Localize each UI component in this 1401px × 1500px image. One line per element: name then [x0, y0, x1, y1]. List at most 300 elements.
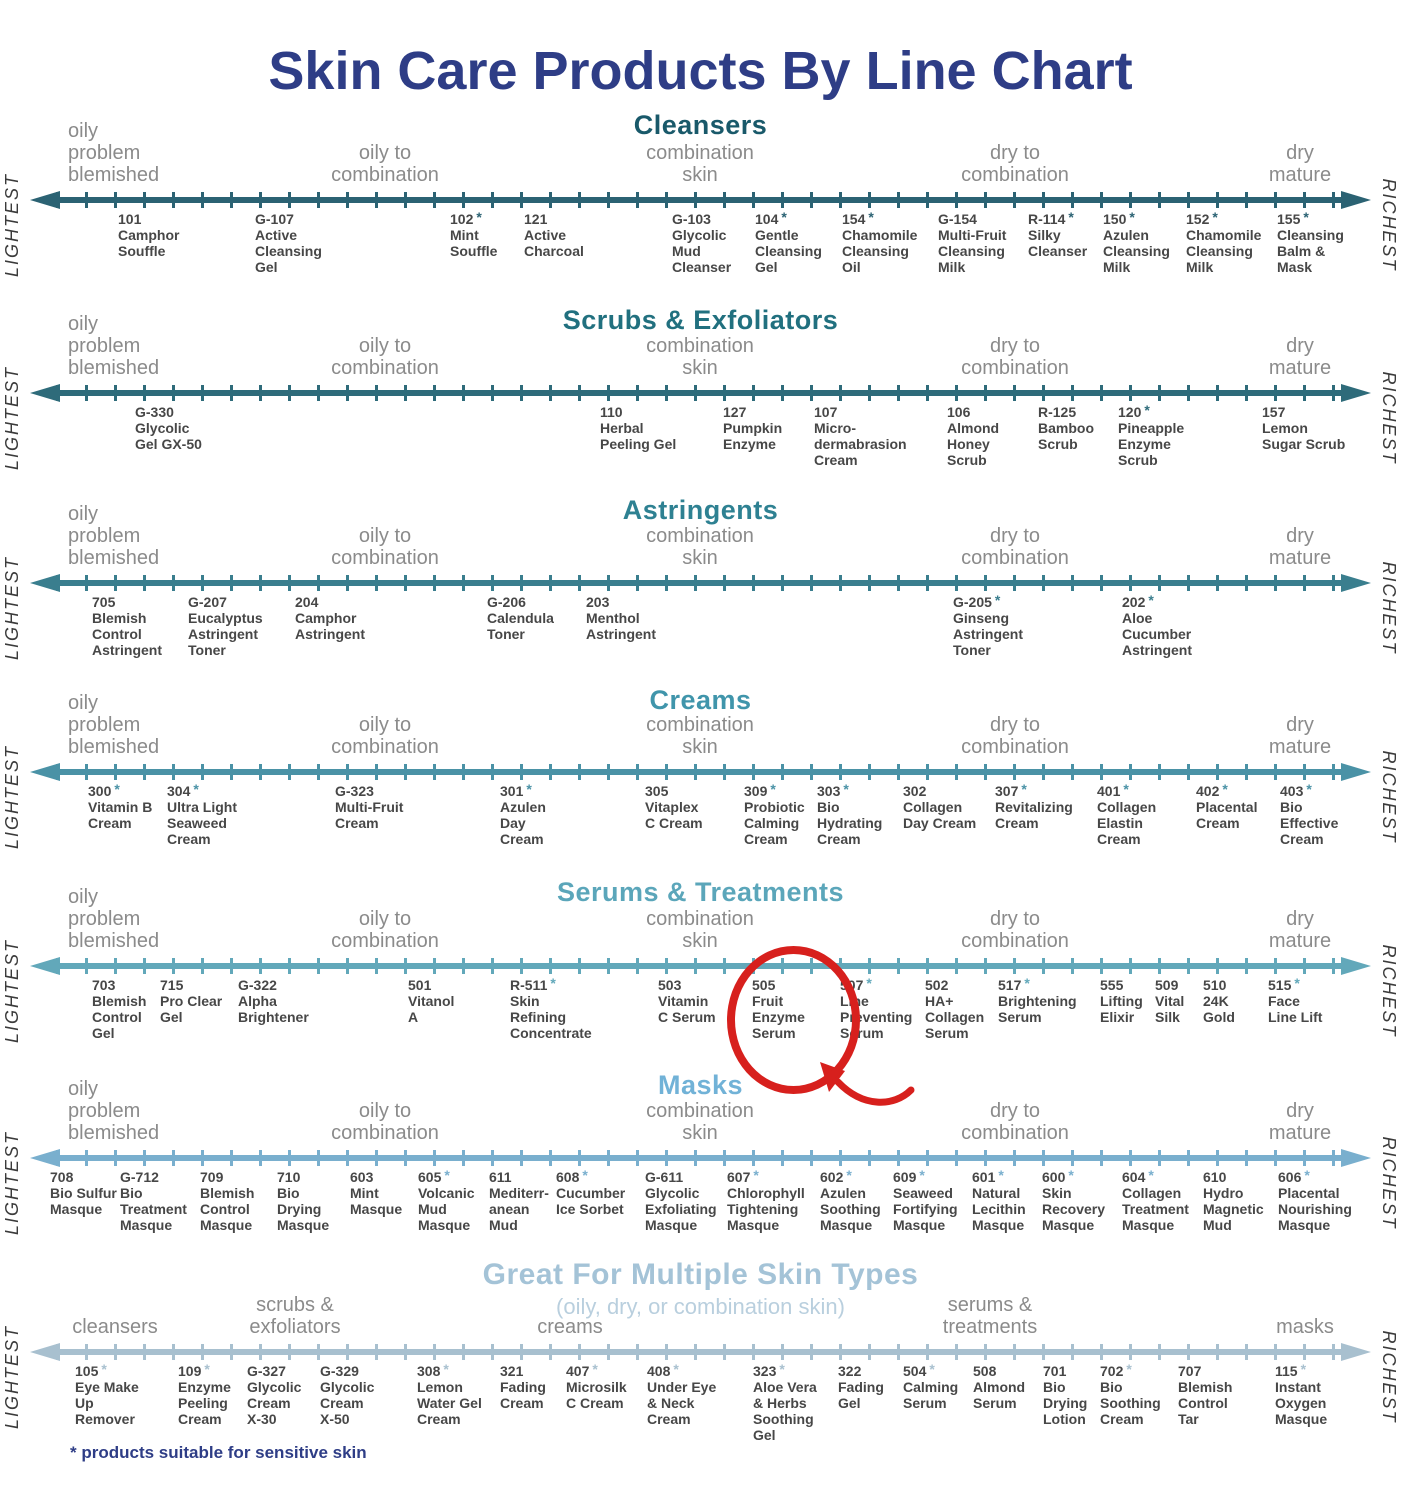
axis-arrow-right-icon: [1341, 384, 1371, 402]
product-code: 502: [925, 977, 949, 993]
product-code: 611: [489, 1169, 512, 1185]
product-code: 309: [744, 783, 768, 799]
product-label: 606 * Placental Nourishing Masque: [1278, 1167, 1352, 1233]
product-code: 407: [566, 1363, 590, 1379]
product-label: 702 * Bio Soothing Cream: [1100, 1361, 1161, 1427]
axis-line: [30, 574, 1371, 592]
product-code: 301: [500, 783, 524, 799]
product-code: 304: [167, 783, 191, 799]
product-label: 307 * Revitalizing Cream: [995, 781, 1073, 831]
section-title: Scrubs & Exfoliators: [562, 305, 839, 335]
product-code: 515: [1268, 977, 1292, 993]
product-label: G-322 Alpha Brightener: [238, 977, 309, 1025]
axis-arrow-right-icon: [1341, 1343, 1371, 1361]
product-code: G-206: [487, 594, 526, 610]
skin-type-label: dry to combination: [961, 525, 1069, 569]
product-code: 507: [840, 977, 864, 993]
product-label: 120 * Pineapple Enzyme Scrub: [1118, 402, 1185, 468]
sensitive-star-icon: *: [526, 781, 532, 797]
product-code: 510: [1203, 977, 1227, 993]
product-code: 403: [1280, 783, 1304, 799]
product-label: 611 Mediterr- anean Mud: [489, 1169, 549, 1233]
product-label: 304 * Ultra Light Seaweed Cream: [167, 781, 237, 847]
product-code: 603: [350, 1169, 374, 1185]
product-label: 403 * Bio Effective Cream: [1280, 781, 1339, 847]
skin-type-label: combination skin: [646, 908, 754, 952]
skin-type-label: dry to combination: [961, 908, 1069, 952]
product-code: 600: [1042, 1169, 1066, 1185]
product-code: 601: [972, 1169, 996, 1185]
edge-label-richest: RICHEST: [1379, 750, 1399, 844]
product-label: G-330 Glycolic Gel GX-50: [135, 404, 202, 452]
product-code: 705: [92, 594, 116, 610]
skin-type-label: dry mature: [1268, 908, 1332, 952]
product-label: 300 * Vitamin B Cream: [88, 781, 153, 831]
axis-ticks: [56, 575, 1345, 591]
product-code: 105: [75, 1363, 99, 1379]
product-code: G-712: [120, 1169, 159, 1185]
product-label: 202 * Aloe Cucumber Astringent: [1122, 592, 1192, 658]
skin-type-label: oily to combination: [331, 908, 439, 952]
sensitive-star-icon: *: [770, 781, 776, 797]
product-code: 501: [408, 977, 432, 993]
product-code: 555: [1100, 977, 1124, 993]
product-code: G-107: [255, 211, 294, 227]
product-label: 508 Almond Serum: [973, 1363, 1026, 1411]
product-code: 109: [178, 1363, 202, 1379]
axis-arrow-left-icon: [30, 957, 60, 975]
sensitive-star-icon: *: [779, 1361, 785, 1377]
sensitive-star-icon: *: [1024, 975, 1030, 991]
sensitive-star-icon: *: [476, 209, 482, 225]
skin-type-label: oily to combination: [331, 142, 439, 186]
sensitive-star-icon: *: [443, 1361, 449, 1377]
product-label: 609 * Seaweed Fortifying Masque: [893, 1167, 958, 1233]
product-code: 203: [586, 594, 610, 610]
product-code: 302: [903, 783, 927, 799]
product-label: 605 * Volcanic Mud Masque: [418, 1167, 475, 1233]
section-title: Great For Multiple Skin Types: [482, 1258, 919, 1291]
sensitive-star-icon: *: [1126, 1361, 1132, 1377]
product-label: 503 Vitamin C Serum: [658, 977, 716, 1025]
product-code: R-511: [510, 977, 548, 993]
sensitive-star-icon: *: [1212, 209, 1218, 225]
product-code: 608: [556, 1169, 580, 1185]
sensitive-star-icon: *: [101, 1361, 107, 1377]
product-label: 603 Mint Masque: [350, 1169, 403, 1217]
skin-type-label: oily problem blemished: [68, 313, 160, 379]
skin-type-label: cleansers: [72, 1316, 158, 1338]
product-code: 323: [753, 1363, 777, 1379]
product-code: 508: [973, 1363, 997, 1379]
skin-type-label: dry to combination: [961, 714, 1069, 758]
sensitive-star-icon: *: [1294, 975, 1300, 991]
product-label: 608 * Cucumber Ice Sorbet: [556, 1167, 626, 1217]
edge-label-lightest: LIGHTEST: [2, 556, 22, 661]
product-label: 709 Blemish Control Masque: [200, 1169, 255, 1233]
product-label: 321 Fading Cream: [500, 1363, 546, 1411]
product-code: 509: [1155, 977, 1179, 993]
section-title: Cleansers: [633, 110, 768, 140]
product-code: G-611: [645, 1169, 684, 1185]
product-label: G-323 Multi-Fruit Cream: [335, 783, 404, 831]
product-code: 154: [842, 211, 866, 227]
page-title: Skin Care Products By Line Chart: [268, 41, 1133, 102]
product-label: 501 Vitanol A: [408, 977, 455, 1025]
product-code: 307: [995, 783, 1019, 799]
product-code: G-323: [335, 783, 374, 799]
axis-ticks: [56, 1150, 1345, 1166]
product-label: G-154 Multi-Fruit Cleansing Milk: [938, 211, 1007, 275]
sensitive-star-icon: *: [843, 781, 849, 797]
product-code: 604: [1122, 1169, 1146, 1185]
sensitive-star-icon: *: [1222, 781, 1228, 797]
skin-type-label: oily problem blemished: [68, 692, 160, 758]
product-label: G-329 Glycolic Cream X-50: [320, 1363, 375, 1427]
edge-label-richest: RICHEST: [1379, 1330, 1399, 1424]
skin-type-label: combination skin: [646, 1100, 754, 1144]
product-label: R-511 * Skin Refining Concentrate: [510, 975, 592, 1041]
product-label: 115 * Instant Oxygen Masque: [1275, 1361, 1328, 1427]
skin-type-label: dry mature: [1268, 142, 1332, 186]
skin-type-label: oily problem blemished: [68, 886, 160, 952]
edge-label-lightest: LIGHTEST: [2, 173, 22, 278]
product-label: G-103 Glycolic Mud Cleanser: [672, 211, 732, 275]
axis-arrow-right-icon: [1341, 957, 1371, 975]
axis-ticks: [56, 958, 1345, 974]
product-label: 607 * Chlorophyll Tightening Masque: [727, 1167, 805, 1233]
axis-line: [30, 1343, 1371, 1361]
edge-label-richest: RICHEST: [1379, 1136, 1399, 1230]
sensitive-star-icon: *: [673, 1361, 679, 1377]
product-code: 102: [450, 211, 474, 227]
product-code: R-114: [1028, 211, 1066, 227]
axis-arrow-left-icon: [30, 384, 60, 402]
product-code: G-329: [320, 1363, 359, 1379]
skin-type-label: dry to combination: [961, 142, 1069, 186]
product-label: 505 Fruit Enzyme Serum: [752, 977, 805, 1041]
highlight-circle: [727, 946, 860, 1094]
axis-ticks: [56, 1344, 1345, 1360]
product-code: 602: [820, 1169, 844, 1185]
axis-line: [30, 191, 1371, 209]
axis-arrow-left-icon: [30, 1343, 60, 1361]
section-title: Serums & Treatments: [556, 877, 845, 907]
product-code: 110: [600, 404, 623, 420]
product-label: 502 HA+ Collagen Serum: [925, 977, 985, 1041]
edge-label-richest: RICHEST: [1379, 178, 1399, 272]
sensitive-star-icon: *: [1306, 781, 1312, 797]
product-label: 107 Micro- dermabrasion Cream: [814, 404, 907, 468]
edge-label-richest: RICHEST: [1379, 561, 1399, 655]
axis-ticks: [56, 385, 1345, 401]
skin-type-label: oily to combination: [331, 525, 439, 569]
product-code: 115: [1275, 1363, 1298, 1379]
product-code: 202: [1122, 594, 1146, 610]
product-code: 606: [1278, 1169, 1302, 1185]
product-code: 504: [903, 1363, 927, 1379]
axis-arrow-left-icon: [30, 1149, 60, 1167]
product-label: 127 Pumpkin Enzyme: [723, 404, 783, 452]
product-code: R-125: [1038, 404, 1077, 420]
product-code: G-327: [247, 1363, 286, 1379]
footnote-text: products suitable for sensitive skin: [81, 1443, 367, 1462]
skin-type-label: combination skin: [646, 335, 754, 379]
sensitive-star-icon: *: [1068, 209, 1074, 225]
skin-type-label: dry to combination: [961, 1100, 1069, 1144]
product-label: 703 Blemish Control Gel: [92, 977, 147, 1041]
edge-label-lightest: LIGHTEST: [2, 1325, 22, 1430]
axis-line: [30, 384, 1371, 402]
product-label: 602 * Azulen Soothing Masque: [820, 1167, 881, 1233]
sensitive-star-icon: *: [193, 781, 199, 797]
sensitive-star-icon: *: [866, 975, 872, 991]
axis-ticks: [56, 192, 1345, 208]
product-label: 204 Camphor Astringent: [295, 594, 365, 642]
axis-arrow-left-icon: [30, 574, 60, 592]
skin-type-label: oily to combination: [331, 335, 439, 379]
product-label: 509 Vital Silk: [1155, 977, 1185, 1025]
product-label: 705 Blemish Control Astringent: [92, 594, 162, 658]
edge-label-richest: RICHEST: [1379, 944, 1399, 1038]
product-label: 308 * Lemon Water Gel Cream: [417, 1361, 482, 1427]
product-code: 703: [92, 977, 116, 993]
axis-line: [30, 957, 1371, 975]
product-label: 203 Menthol Astringent: [586, 594, 656, 642]
sensitive-star-icon: *: [1148, 1167, 1154, 1183]
skin-type-label: oily to combination: [331, 1100, 439, 1144]
sensitive-star-icon: *: [1303, 209, 1309, 225]
product-code: G-207: [188, 594, 227, 610]
axis-arrow-right-icon: [1341, 574, 1371, 592]
sensitive-star-icon: *: [204, 1361, 210, 1377]
sensitive-star-icon: *: [1129, 209, 1135, 225]
product-label: R-125 Bamboo Scrub: [1038, 404, 1094, 452]
product-label: 515 * Face Line Lift: [1268, 975, 1323, 1025]
product-label: 152 * Chamomile Cleansing Milk: [1186, 209, 1262, 275]
product-label: 150 * Azulen Cleansing Milk: [1103, 209, 1170, 275]
product-code: 709: [200, 1169, 224, 1185]
product-label: 510 24K Gold: [1203, 977, 1235, 1025]
product-label: 155 * Cleansing Balm & Mask: [1277, 209, 1344, 275]
product-code: 503: [658, 977, 682, 993]
product-label: 555 Lifting Elixir: [1100, 977, 1143, 1025]
product-code: 402: [1196, 783, 1220, 799]
sensitive-star-icon: *: [753, 1167, 759, 1183]
axis-arrow-right-icon: [1341, 191, 1371, 209]
product-label: G-205 * Ginseng Astringent Toner: [953, 592, 1023, 658]
product-code: G-103: [672, 211, 711, 227]
product-code: 104: [755, 211, 779, 227]
product-label: 109 * Enzyme Peeling Cream: [178, 1361, 231, 1427]
product-code: 303: [817, 783, 841, 799]
product-code: 401: [1097, 783, 1121, 799]
product-code: 408: [647, 1363, 671, 1379]
sensitive-star-icon: *: [114, 781, 120, 797]
product-code: 300: [88, 783, 112, 799]
edge-label-lightest: LIGHTEST: [2, 366, 22, 471]
sensitive-star-icon: *: [868, 209, 874, 225]
product-code: 609: [893, 1169, 917, 1185]
product-code: G-154: [938, 211, 977, 227]
product-label: 402 * Placental Cream: [1196, 781, 1258, 831]
axis-line: [30, 1149, 1371, 1167]
skin-type-label: dry mature: [1268, 525, 1332, 569]
product-code: G-205: [953, 594, 992, 610]
product-label: 710 Bio Drying Masque: [277, 1169, 330, 1233]
sensitive-star-icon: *: [550, 975, 556, 991]
product-label: 507 * Line Preventing Serum: [840, 975, 913, 1041]
sensitive-star-icon: *: [994, 592, 1001, 608]
product-code: 308: [417, 1363, 441, 1379]
product-label: 154 * Chamomile Cleansing Oil: [842, 209, 918, 275]
sensitive-star-icon: *: [998, 1167, 1004, 1183]
skin-type-label: combination skin: [646, 142, 754, 186]
product-code: 702: [1100, 1363, 1124, 1379]
product-code: 107: [814, 404, 838, 420]
product-label: 715 Pro Clear Gel: [160, 977, 223, 1025]
product-code: 106: [947, 404, 971, 420]
sensitive-star-icon: *: [846, 1167, 852, 1183]
skin-type-label: masks: [1276, 1316, 1334, 1338]
product-label: 305 Vitaplex C Cream: [645, 783, 703, 831]
sensitive-star-icon: *: [1021, 781, 1027, 797]
product-code: 517: [998, 977, 1022, 993]
product-code: 155: [1277, 211, 1301, 227]
sensitive-star-icon: *: [1148, 592, 1154, 608]
product-label: 302 Collagen Day Cream: [903, 783, 977, 831]
skin-type-label: combination skin: [646, 714, 754, 758]
axis-arrow-right-icon: [1341, 1149, 1371, 1167]
sensitive-star-icon: *: [1123, 781, 1129, 797]
skin-type-label: oily problem blemished: [68, 1078, 160, 1144]
product-code: 150: [1103, 211, 1127, 227]
product-label: 110 Herbal Peeling Gel: [600, 404, 677, 452]
product-label: 601 * Natural Lecithin Masque: [972, 1167, 1026, 1233]
sensitive-star-icon: *: [592, 1361, 598, 1377]
product-code: 120: [1118, 404, 1142, 420]
product-code: 121: [524, 211, 548, 227]
product-label: 323 * Aloe Vera & Herbs Soothing Gel: [753, 1361, 817, 1443]
product-code: 707: [1178, 1363, 1202, 1379]
product-code: 505: [752, 977, 776, 993]
axis-arrow-right-icon: [1341, 763, 1371, 781]
skin-type-label: dry mature: [1268, 335, 1332, 379]
footnote-star-icon: *: [70, 1443, 77, 1462]
sensitive-star-icon: *: [919, 1167, 925, 1183]
sensitive-star-icon: *: [781, 209, 787, 225]
product-code: 204: [295, 594, 319, 610]
product-label: 104 * Gentle Cleansing Gel: [755, 209, 822, 275]
product-label: G-107 Active Cleansing Gel: [255, 211, 322, 275]
product-label: 322 Fading Gel: [838, 1363, 884, 1411]
product-label: 157 Lemon Sugar Scrub: [1262, 404, 1346, 452]
skin-type-label: oily problem blemished: [68, 120, 160, 186]
product-code: 710: [277, 1169, 301, 1185]
product-code: 607: [727, 1169, 751, 1185]
product-code: 715: [160, 977, 184, 993]
product-code: 157: [1262, 404, 1286, 420]
skin-type-label: dry mature: [1268, 1100, 1332, 1144]
sensitive-star-icon: *: [1144, 402, 1150, 418]
product-label: 701 Bio Drying Lotion: [1043, 1363, 1088, 1427]
sensitive-star-icon: *: [444, 1167, 450, 1183]
product-code: 127: [723, 404, 747, 420]
product-label: 517 * Brightening Serum: [998, 975, 1077, 1025]
product-label: R-114 * Silky Cleanser: [1028, 209, 1088, 259]
product-code: 321: [500, 1363, 524, 1379]
product-code: 701: [1043, 1363, 1067, 1379]
sensitive-star-icon: *: [582, 1167, 588, 1183]
product-label: 600 * Skin Recovery Masque: [1042, 1167, 1106, 1233]
product-label: G-206 Calendula Toner: [487, 594, 554, 642]
sensitive-star-icon: *: [1304, 1167, 1310, 1183]
skin-type-label: dry mature: [1268, 714, 1332, 758]
product-label: G-327 Glycolic Cream X-30: [247, 1363, 302, 1427]
edge-label-lightest: LIGHTEST: [2, 1131, 22, 1236]
product-label: 707 Blemish Control Tar: [1178, 1363, 1233, 1427]
product-code: 708: [50, 1169, 74, 1185]
product-label: 105 * Eye Make Up Remover: [75, 1361, 139, 1427]
product-label: G-712 Bio Treatment Masque: [120, 1169, 187, 1233]
product-label: 407 * Microsilk C Cream: [566, 1361, 627, 1411]
axis-line: [30, 763, 1371, 781]
product-label: 101 Camphor Souffle: [118, 211, 180, 259]
product-code: G-322: [238, 977, 277, 993]
product-code: 322: [838, 1363, 862, 1379]
product-code: G-330: [135, 404, 174, 420]
section-title: Masks: [657, 1070, 744, 1100]
product-code: 305: [645, 783, 669, 799]
product-label: 504 * Calming Serum: [903, 1361, 959, 1411]
edge-label-lightest: LIGHTEST: [2, 939, 22, 1044]
sensitive-star-icon: *: [1068, 1167, 1074, 1183]
axis-arrow-left-icon: [30, 191, 60, 209]
skin-type-label: oily problem blemished: [68, 503, 160, 569]
product-label: 604 * Collagen Treatment Masque: [1122, 1167, 1189, 1233]
section-subtitle: (oily, dry, or combination skin): [556, 1294, 845, 1319]
product-label: 408 * Under Eye & Neck Cream: [647, 1361, 717, 1427]
skin-type-label: scrubs & exfoliators: [249, 1294, 341, 1338]
product-label: 708 Bio Sulfur Masque: [50, 1169, 117, 1217]
product-label: 301 * Azulen Day Cream: [500, 781, 546, 847]
product-label: 106 Almond Honey Scrub: [947, 404, 1000, 468]
axis-ticks: [56, 764, 1345, 780]
sensitive-star-icon: *: [1300, 1361, 1307, 1377]
skin-type-label: creams: [537, 1316, 603, 1338]
axis-arrow-left-icon: [30, 763, 60, 781]
edge-label-richest: RICHEST: [1379, 371, 1399, 465]
section-title: Creams: [649, 685, 752, 715]
product-label: 309 * Probiotic Calming Cream: [744, 781, 805, 847]
product-code: 152: [1186, 211, 1210, 227]
product-code: 610: [1203, 1169, 1227, 1185]
product-code: 605: [418, 1169, 442, 1185]
skin-type-label: serums & treatments: [942, 1294, 1038, 1338]
product-label: 401 * Collagen Elastin Cream: [1097, 781, 1157, 847]
edge-label-lightest: LIGHTEST: [2, 745, 22, 850]
skin-type-label: oily to combination: [331, 714, 439, 758]
product-label: G-611 Glycolic Exfoliating Masque: [645, 1169, 717, 1233]
product-label: 121 Active Charcoal: [524, 211, 584, 259]
product-label: 610 Hydro Magnetic Mud: [1203, 1169, 1264, 1233]
product-code: 101: [118, 211, 142, 227]
sensitive-star-icon: *: [929, 1361, 935, 1377]
skin-type-label: combination skin: [646, 525, 754, 569]
product-label: 303 * Bio Hydrating Cream: [817, 781, 883, 847]
footnote: [70, 1443, 367, 1463]
product-label: G-207 Eucalyptus Astringent Toner: [188, 594, 263, 658]
